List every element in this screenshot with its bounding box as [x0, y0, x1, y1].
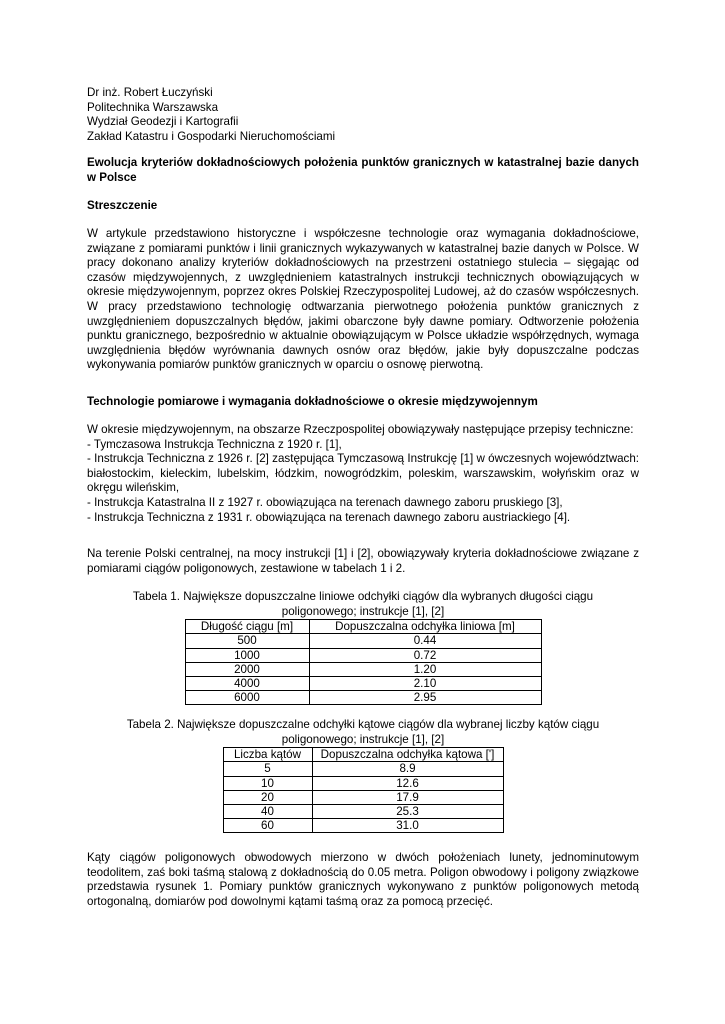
- table-row: [185, 691, 541, 705]
- table-cell: 2.95: [309, 691, 541, 705]
- table-row: [223, 762, 503, 776]
- table-header-cell: Długość ciągu [m]: [185, 620, 309, 634]
- table-cell: 500: [185, 634, 309, 648]
- table-row: [223, 790, 503, 804]
- regulations-intro: W okresie międzywojennym, na obszarze Rzeczpospolitej obowiązywały następujące przepisy techniczne:: [87, 423, 634, 436]
- abstract-text: W artykule przedstawiono historyczne i współczesne technologie oraz wymagania dokładnościowe, związane z pomiarami punktów i linii granicznych wykazywanych w katastralnej bazie danych w Polsce. W pracy dokonano analizy kryteriów dokładnościowych na przestrzeni ostatniego stulecia – sięgając od czasów międzywojennych, z uwzględnieniem katastralnych instrukcji technicznych obowiązujących w okresie międzywojennym, poprzez okres Polskiej Rzeczypospolitej Ludowej, aż do czasów współczesnych. W pracy przedstawiono technologię odtwarzania pierwotnego położenia punktów granicznych z uwzględnieniem dopuszczalnych błędów, jakimi obarczone były dawne pomiary. Odtworzenie położenia punktu granicznego, bezpośrednio w aktualnie obowiązującym w Polsce układzie współrzędnych, wymaga uwzględnienia błędów wyrównania dawnych osnów oraz błędów, jakie były dopuszczalne podczas wykonywania pomiarów punktów granicznych w oparciu o osnowę pierwotną.: [87, 227, 639, 372]
- table-row: [185, 662, 541, 676]
- paper-title: Ewolucja kryteriów dokładnościowych położenia punktów granicznych w katastralnej bazie danych w Polsce: [87, 156, 639, 184]
- table2: [223, 747, 504, 833]
- table-row: [223, 819, 503, 833]
- list-item: - Instrukcja Katastralna II z 1927 r. obowiązująca na terenach dawnego zaboru pruskiego [3],: [87, 495, 563, 509]
- table-cell: 25.3: [312, 804, 503, 818]
- author-department: Zakład Katastru i Gospodarki Nieruchomościami: [87, 129, 336, 143]
- table-cell: 2000: [185, 662, 309, 676]
- table-row: [223, 804, 503, 818]
- table-row: [185, 648, 541, 662]
- table-row: [223, 776, 503, 790]
- regulations-block: [87, 423, 639, 525]
- table-cell: 2.10: [309, 676, 541, 690]
- table-cell: 8.9: [312, 762, 503, 776]
- table-header-row: [185, 620, 541, 634]
- list-item: - Tymczasowa Instrukcja Techniczna z 1920 r. [1],: [87, 437, 342, 451]
- paragraph-central-poland: Na terenie Polski centralnej, na mocy instrukcji [1] i [2], obowiązywały kryteria dokładnościowe związane z pomiarami ciągów poligonowych, zestawione w tabelach 1 i 2.: [87, 547, 639, 575]
- abstract-heading: Streszczenie: [87, 199, 158, 212]
- list-item: - Instrukcja Techniczna z 1931 r. obowiązująca na terenach dawnego zaboru austriackiego [4].: [87, 510, 571, 524]
- table1: [185, 619, 542, 705]
- table-cell: 1000: [185, 648, 309, 662]
- table1-block: [87, 590, 639, 705]
- table-cell: 0.72: [309, 648, 541, 662]
- table-header-row: [223, 748, 503, 762]
- table1-caption: Tabela 1. Największe dopuszczalne liniowe odchyłki ciągów dla wybranych długości ciągu poligonowego; instrukcje [1], [2]: [132, 590, 594, 618]
- table-row: [185, 676, 541, 690]
- table2-block: [87, 718, 639, 833]
- paragraph-polygon-measurements: Kąty ciągów poligonowych obwodowych mierzono w dwóch położeniach lunety, jednominutowym teodolitem, zaś boki taśmą stalową z dokładnością do 0.05 metra. Poligon obwodowy i poligony związkowe przedstawia rysunek 1. Pomiary punktów granicznych wykonywano z punktów poligonowych metodą ortogonalną, domiarów pod dowolnymi kątami taśmą oraz za pomocą przecięć.: [87, 851, 639, 908]
- table-cell: 12.6: [312, 776, 503, 790]
- table-cell: 1.20: [309, 662, 541, 676]
- table-cell: 60: [223, 819, 312, 833]
- table-cell: 31.0: [312, 819, 503, 833]
- table-cell: 10: [223, 776, 312, 790]
- table-cell: 20: [223, 790, 312, 804]
- table-cell: 40: [223, 804, 312, 818]
- table-row: [185, 634, 541, 648]
- regulations-list: [87, 438, 639, 526]
- author-block: [87, 86, 639, 144]
- author-faculty: Wydział Geodezji i Kartografii: [87, 115, 239, 129]
- author-name: Dr inż. Robert Łuczyński: [87, 86, 213, 99]
- table-header-cell: Liczba kątów: [223, 748, 312, 762]
- table-header-cell: Dopuszczalna odchyłka liniowa [m]: [309, 620, 541, 634]
- table-header-cell: Dopuszczalna odchyłka kątowa [']: [312, 748, 503, 762]
- table2-caption: Tabela 2. Największe dopuszczalne odchyłki kątowe ciągów dla wybranej liczby kątów ciągu poligonowego; instrukcje [1], [2]: [126, 718, 600, 746]
- table-cell: 4000: [185, 676, 309, 690]
- table-cell: 17.9: [312, 790, 503, 804]
- table-cell: 0.44: [309, 634, 541, 648]
- table-cell: 5: [223, 762, 312, 776]
- section-heading: Technologie pomiarowe i wymagania dokładnościowe o okresie międzywojennym: [87, 395, 538, 408]
- table-cell: 6000: [185, 691, 309, 705]
- author-university: Politechnika Warszawska: [87, 100, 219, 114]
- list-item: - Instrukcja Techniczna z 1926 r. [2] zastępująca Tymczasową Instrukcję [1] w ówczesnych województwach: białostockim, kieleckim, lubelskim, łódzkim, nowogródzkim, poleskim, warszawskim, wołyńskim oraz w okręgu wileńskim,: [87, 452, 639, 495]
